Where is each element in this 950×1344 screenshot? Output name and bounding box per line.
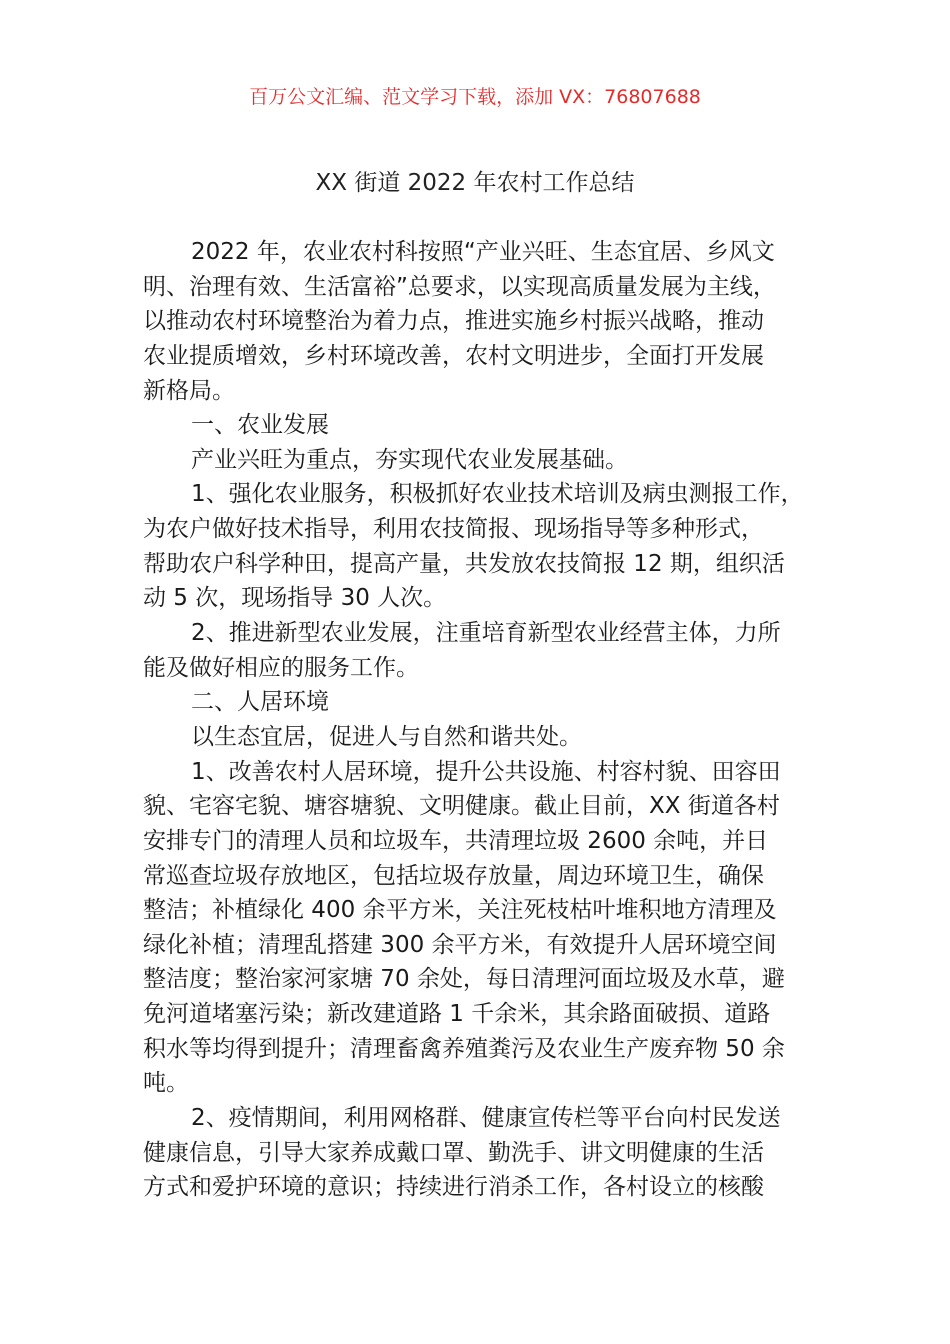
text-line: 常巡查垃圾存放地区，包括垃圾存放量，周边环境卫生，确保 [143,862,764,889]
text-line: 帮助农户科学种田，提高产量，共发放农技简报 12 期，组织活 [143,550,785,577]
text-line: 以推动农村环境整治为着力点，推进实施乡村振兴战略，推动 [143,308,764,335]
text-line: 积水等均得到提升；清理畜禽养殖粪污及农业生产废弃物 50 余 [143,1035,785,1062]
text-line: 2、疫情期间，利用网格群、健康宣传栏等平台向村民发送 [191,1105,781,1132]
text-line: 2、推进新型农业发展，注重培育新型农业经营主体，力所 [191,620,781,647]
text-line: 整洁度；整治家河家塘 70 余处，每日清理河面垃圾及水草，避 [143,966,785,993]
text-line: 农业提质增效，乡村环境改善，农村文明进步，全面打开发展 [143,342,764,369]
text-line: 二、人居环境 [191,689,329,716]
text-line: 为农户做好技术指导，利用农技简报、现场指导等多种形式， [143,516,764,543]
document-title: XX 街道 2022 年农村工作总结 [315,170,635,196]
text-line: 整洁；补植绿化 400 余平方米，关注死枝枯叶堆积地方清理及 [143,897,777,924]
text-line: 健康信息，引导大家养成戴口罩、勤洗手、讲文明健康的生活 [143,1139,764,1166]
text-line: 产业兴旺为重点，夯实现代农业发展基础。 [191,446,628,473]
text-line: 吨。 [143,1070,189,1097]
text-line: 1、改善农村人居环境，提升公共设施、村容村貌、田容田 [191,758,781,785]
text-line: 新格局。 [143,377,235,404]
text-line: 方式和爱护环境的意识；持续进行消杀工作，各村设立的核酸 [143,1174,764,1201]
text-line: 一、农业发展 [191,412,329,439]
text-line: 动 5 次，现场指导 30 人次。 [143,585,447,612]
text-line: 2022 年，农业农村科按照“产业兴旺、生态宜居、乡风文 [191,239,775,265]
text-line: 能及做好相应的服务工作。 [143,654,419,681]
watermark-banner: 百万公文汇编、范文学习下载，添加 VX：76807688 [249,86,701,108]
document-body [143,235,833,1205]
text-line: 貌、宅容宅貌、塘容塘貌、文明健康。截止目前，XX 街道各村 [143,793,780,820]
text-line: 1、强化农业服务，积极抓好农业技术培训及病虫测报工作， [191,481,804,508]
text-line: 免河道堵塞污染；新改建道路 1 千余米，其余路面破损、道路 [143,1001,771,1028]
text-line: 绿化补植；清理乱搭建 300 余平方米，有效提升人居环境空间 [143,931,777,958]
text-line: 安排专门的清理人员和垃圾车，共清理垃圾 2600 余吨，并日 [143,827,769,854]
text-line: 明、治理有效、生活富裕”总要求，以实现高质量发展为主线， [143,273,776,300]
text-line: 以生态宜居，促进人与自然和谐共处。 [191,723,582,750]
